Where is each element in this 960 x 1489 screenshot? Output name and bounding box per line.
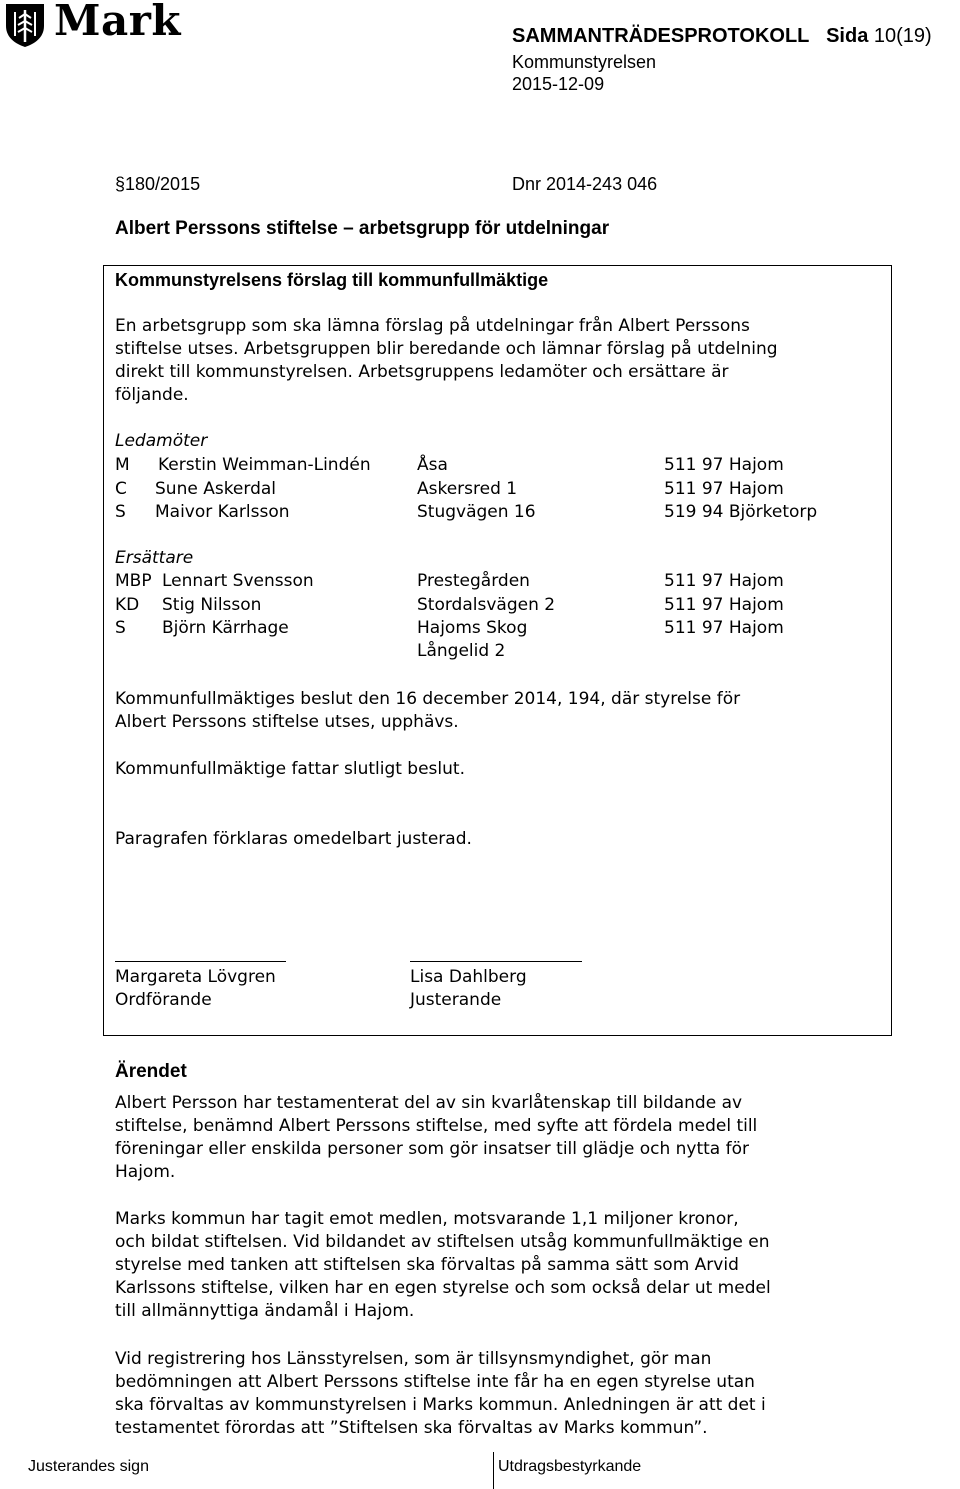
page-number: 10(19) <box>873 25 932 47</box>
substitute-address: Prestegården <box>417 571 530 591</box>
member-party: C <box>115 479 127 499</box>
section-sign-icon: § <box>115 174 126 194</box>
substitute-address: Hajoms Skog <box>417 618 528 638</box>
document-title <box>512 25 932 48</box>
signature-line <box>410 961 582 962</box>
page-label: Sida <box>826 25 869 47</box>
member-name: Sune Askerdal <box>155 479 277 499</box>
substitute-party: KD <box>115 595 140 615</box>
doc-type: SAMMANTRÄDESPROTOKOLL <box>512 25 810 47</box>
section-heading: Albert Perssons stiftelse – arbetsgrupp för utdelningar <box>115 218 610 239</box>
member-postal: 511 97 Hajom <box>664 455 784 475</box>
footer-certification-label: Utdragsbestyrkande <box>498 1458 642 1475</box>
member-party: M <box>115 455 130 475</box>
member-postal: 519 94 Björketorp <box>664 502 818 522</box>
case-paragraph: Marks kommun har tagit emot medlen, motsvarande 1,1 miljoner kronor, och bildat stiftelsen. Vid bildandet av stiftelsen utsåg kommunfullmäktige en styrelse med tanken att stiftelsen ska förvaltas på samma sätt som Arvid Karlssons stiftelse, vilken har en egen styrelse och som också delar ut medel till allmännyttiga ändamål i Hajom. <box>115 1209 771 1321</box>
member-address: Åsa <box>417 455 448 475</box>
substitute-name: Lennart Svensson <box>162 571 314 591</box>
substitute-address: Stordalsvägen 2 <box>417 595 556 615</box>
member-address: Askersred 1 <box>417 479 518 499</box>
footer-signature-label: Justerandes sign <box>28 1458 149 1475</box>
case-heading: Ärendet <box>115 1061 187 1082</box>
signatory-name: Lisa Dahlberg <box>410 967 527 987</box>
members-label: Ledamöter <box>115 431 208 451</box>
adjusted-statement: Paragrafen förklaras omedelbart justerad. <box>115 829 472 849</box>
substitutes-label: Ersättare <box>115 548 194 568</box>
organ-name: Kommunstyrelsen <box>512 52 657 72</box>
member-address: Stugvägen 16 <box>417 502 536 522</box>
signatory-role: Ordförande <box>115 990 212 1010</box>
substitute-postal: 511 97 Hajom <box>664 595 784 615</box>
logo-text: Mark <box>54 0 181 45</box>
wheat-shield-icon <box>4 2 46 48</box>
meeting-date: 2015-12-09 <box>512 74 605 94</box>
substitute-postal: 511 97 Hajom <box>664 618 784 638</box>
footer-divider <box>493 1452 494 1489</box>
substitute-postal: 511 97 Hajom <box>664 571 784 591</box>
member-name: Maivor Karlsson <box>155 502 290 522</box>
case-paragraph: Albert Persson har testamenterat del av sin kvarlåtenskap till bildande av stiftelse, benämnd Albert Perssons stiftelse, med syfte att fördela medel till föreningar eller enskilda personer som gör insatser till glädje och nytta för Hajom. <box>115 1093 758 1182</box>
member-postal: 511 97 Hajom <box>664 479 784 499</box>
signatory-role: Justerande <box>410 990 502 1010</box>
proposal-intro: En arbetsgrupp som ska lämna förslag på utdelningar från Albert Perssons stiftelse utses. Arbetsgruppen blir beredande och lämnar förslag på utdelning direkt till kommunstyrelsen. Arbetsgruppens ledamöter och ersättare är följande. <box>115 316 778 405</box>
substitute-party: S <box>115 618 126 638</box>
member-name: Kerstin Weimman-Lindén <box>158 455 371 475</box>
substitute-name: Stig Nilsson <box>162 595 262 615</box>
decision-text: Kommunfullmäktiges beslut den 16 december 2014, 194, där styrelse för Albert Perssons stiftelse utses, upphävs. <box>115 689 741 732</box>
final-decision: Kommunfullmäktige fattar slutligt beslut. <box>115 759 465 779</box>
paragraph-number: §180/2015 <box>115 174 201 194</box>
signature-line <box>115 961 286 962</box>
diary-number: Dnr 2014-243 046 <box>512 174 658 194</box>
signatory-name: Margareta Lövgren <box>115 967 276 987</box>
proposal-subheading: Kommunstyrelsens förslag till kommunfullmäktige <box>115 270 549 290</box>
substitute-party: MBP <box>115 571 152 591</box>
substitute-name: Björn Kärrhage <box>162 618 289 638</box>
case-paragraph: Vid registrering hos Länsstyrelsen, som är tillsynsmyndighet, gör man bedömningen att Albert Perssons stiftelse inte får ha en egen styrelse utan ska förvaltas av kommunstyrelsen i Marks kommun. Anledningen är att det i testamentet förordas att ”Stiftelsen ska förvaltas av Marks kommun”. <box>115 1349 766 1438</box>
member-party: S <box>115 502 126 522</box>
substitute-address-line2: Långelid 2 <box>417 641 506 661</box>
